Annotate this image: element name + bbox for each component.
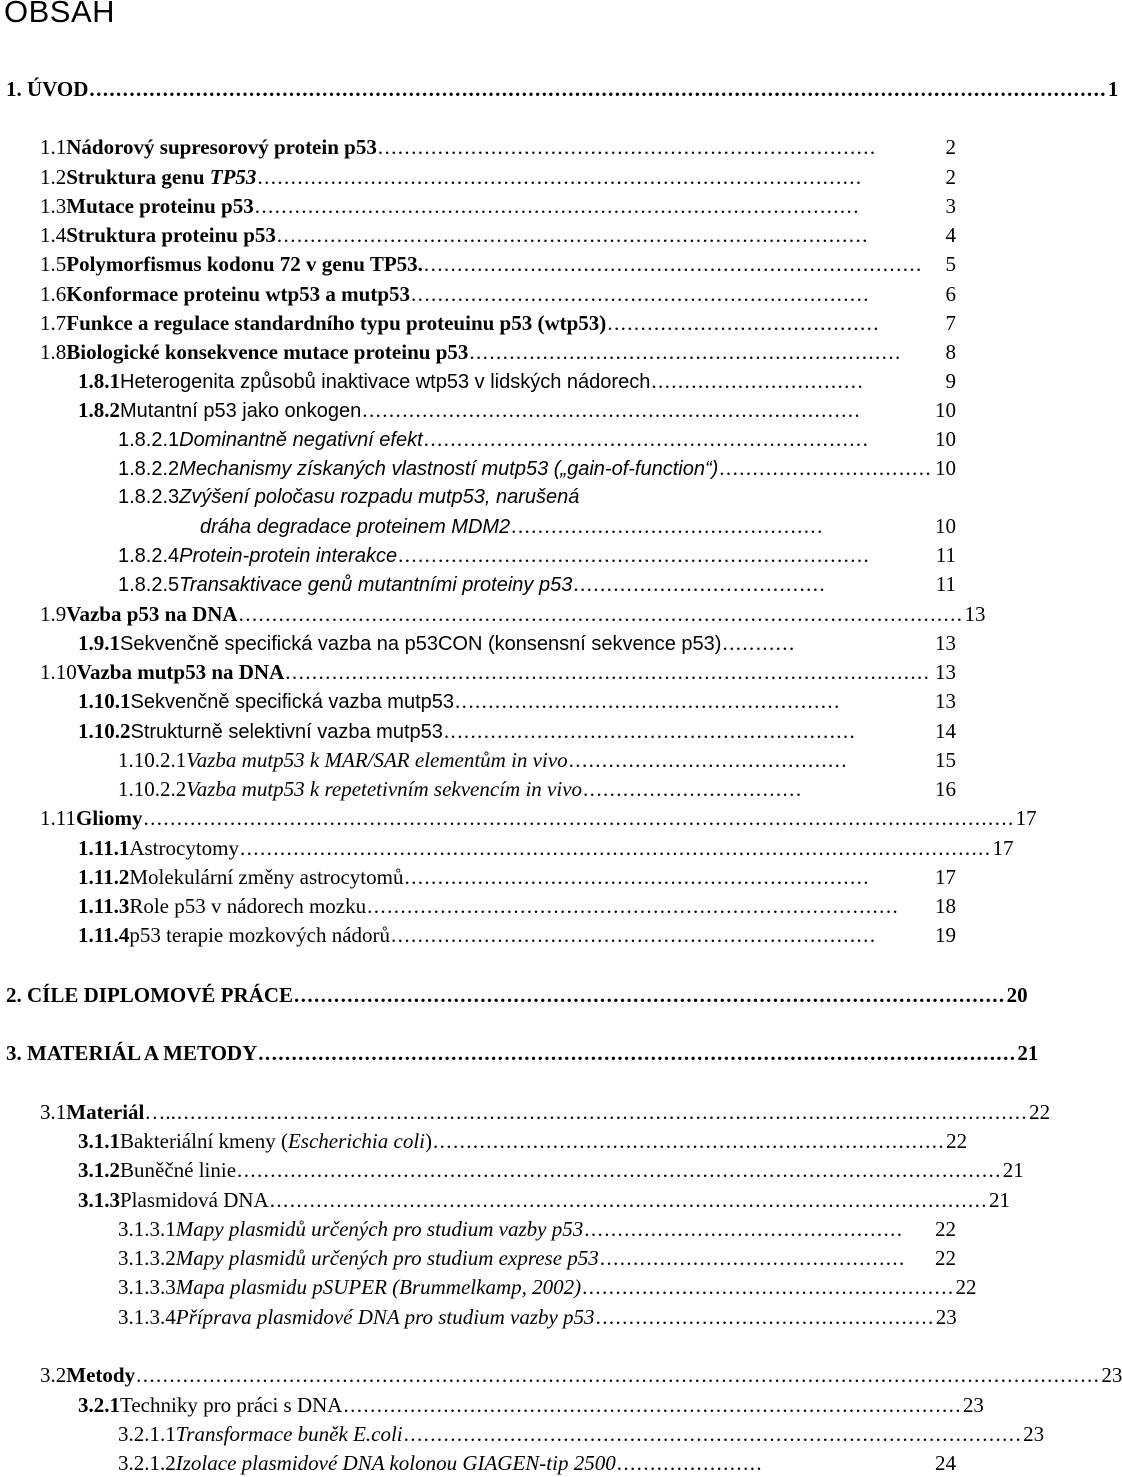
- toc-entry-leader: ...........................................................................................: [254, 194, 860, 218]
- toc-entry-title-end: ): [425, 1129, 432, 1153]
- toc-entry-number: 1.8.2: [78, 398, 120, 422]
- toc-entry-title-text: Materiál: [66, 1100, 145, 1124]
- toc-entry-title: [131, 689, 455, 715]
- toc-entry-leader: ...................................................................................................................: [237, 1158, 1002, 1182]
- toc-entry-number: 1.8.2.4: [118, 545, 180, 567]
- toc-entry[interactable]: [78, 397, 956, 423]
- toc-entry-page: 4: [945, 223, 956, 247]
- toc-entry-title-text: Struktura genu: [66, 165, 210, 189]
- toc-entry-title-text: dráha degradace proteinem MDM2: [200, 516, 511, 538]
- toc-entry-number: 1.10.2: [78, 719, 131, 743]
- toc-entry-leader: .................................................................: [469, 340, 902, 364]
- toc-entry-title: [66, 134, 377, 160]
- toc-entry-title: [129, 893, 366, 919]
- toc-entry-leader: ................................: [651, 369, 865, 393]
- toc-entry-title: [179, 543, 397, 569]
- toc-entry-title: [176, 1450, 616, 1476]
- toc-entry-title: [66, 1099, 176, 1125]
- toc-entry-title: [200, 514, 510, 540]
- toc-entry-number: 1.5: [40, 252, 67, 276]
- toc-entry-title-text: Mutantní p53 jako onkogen: [120, 400, 362, 422]
- toc-entry-title-text: Polymorfismus kodonu 72 v genu TP53.: [66, 252, 423, 276]
- toc-entry-title-text: Metody: [66, 1363, 136, 1387]
- toc-entry-number: 1.11.3: [78, 894, 130, 918]
- toc-entry-page: 21: [988, 1188, 1010, 1212]
- toc-entry-title-text: Vazba mutp53 k MAR/SAR elementům in vivo: [186, 748, 568, 772]
- toc-entry-number: 1.6: [40, 282, 67, 306]
- toc-entry-leader: ............................................................................................................: [269, 1188, 988, 1212]
- toc-entry[interactable]: [118, 1450, 956, 1476]
- toc-entry-page: 2: [945, 135, 956, 159]
- toc-entry[interactable]: [78, 718, 956, 744]
- toc-entry-number: 1.9.1: [78, 631, 120, 655]
- toc-entry-title-text: Strukturně selektivní vazba mutp53: [130, 721, 443, 743]
- toc-entry-leader: ................................: [719, 456, 933, 480]
- toc-entry-number: 1.8.1: [78, 369, 120, 393]
- toc-entry[interactable]: [118, 1216, 956, 1242]
- toc-entry-number: 1. ÚVOD: [6, 77, 89, 101]
- toc-entry-number: 3.2.1: [78, 1393, 120, 1417]
- toc-entry-number: 1.10.2.1: [118, 748, 187, 772]
- toc-entry-title-text: Struktura proteinu p53: [66, 223, 276, 247]
- toc-entry[interactable]: [40, 1099, 1051, 1125]
- toc-entry-leader: .......................................................................: [398, 543, 871, 567]
- toc-entry-number: 1.4: [40, 223, 67, 247]
- toc-entry-title: [120, 631, 721, 657]
- toc-entry-title: [66, 251, 423, 277]
- toc-entry[interactable]: [40, 310, 956, 336]
- toc-entry-number: 1.9: [40, 602, 67, 626]
- toc-entry-title: [120, 1157, 236, 1183]
- toc-entry-title: [120, 1128, 432, 1154]
- toc-entry-title: [77, 659, 285, 685]
- toc-entry-title: [66, 339, 468, 365]
- toc-entry-leader: ...................................................................................................................................: [143, 806, 1015, 830]
- toc-entry-page: 22: [935, 1246, 956, 1270]
- toc-entry-leader: ................................................: [584, 1217, 904, 1241]
- toc-entry-number: 3.1.3.2: [118, 1246, 176, 1270]
- toc-entry-page: 22: [1029, 1100, 1051, 1124]
- toc-entry-title: [66, 281, 410, 307]
- page-heading: OBSAH: [4, 0, 116, 29]
- toc-entry-title-text: Role p53 v nádorech mozku: [129, 894, 367, 918]
- toc-entry-leader: .................................................................................................: [285, 660, 931, 684]
- toc-entry-leader: ......................................: [573, 572, 827, 596]
- toc-entry-leader: ................................................................................: [367, 894, 900, 918]
- toc-entry-title-text: Protein-protein interakce: [179, 545, 398, 567]
- toc-entry[interactable]: [118, 1421, 1045, 1447]
- toc-entry[interactable]: [118, 1304, 956, 1330]
- toc-entry-leader: .........................................: [607, 311, 880, 335]
- toc-entry-page: 20: [1006, 983, 1028, 1007]
- toc-entry-title-text: Molekulární změny astrocytomů: [129, 865, 404, 889]
- toc-entry-number: 3. MATERIÁL A METODY: [6, 1041, 258, 1065]
- toc-entry-page: 23: [1101, 1363, 1122, 1387]
- toc-entry[interactable]: [78, 368, 956, 394]
- toc-entry-title: [176, 1216, 584, 1242]
- toc-entry-leader: .................................: [583, 777, 803, 801]
- toc-entry-title-text: Izolace plasmidové DNA kolonou GIAGEN-tip 2500: [175, 1451, 616, 1475]
- toc-entry-page: 17: [992, 836, 1014, 860]
- toc-entry-page: 24: [935, 1451, 956, 1475]
- toc-entry-page: 13: [964, 602, 986, 626]
- toc-entry-title: [66, 1362, 135, 1388]
- toc-entry[interactable]: [78, 1157, 1024, 1183]
- toc-entry-leader: .....................................................................: [411, 282, 870, 306]
- toc-entry-number: 3.2.1.1: [118, 1422, 176, 1446]
- toc-entry-title: [120, 1392, 342, 1418]
- toc-entry-number: 1.8.2.3: [118, 486, 180, 508]
- toc-entry-title: [76, 805, 143, 831]
- toc-entry[interactable]: [118, 571, 956, 597]
- toc-entry-title-text: Heterogenita způsobů inaktivace wtp53 v lidských nádorech: [120, 371, 651, 393]
- toc-entry-leader: ...........................................................................: [362, 398, 862, 422]
- toc-entry-page: 3: [945, 194, 956, 218]
- toc-entry-title-text: Biologické konsekvence mutace proteinu p53: [66, 340, 469, 364]
- toc-entry-title-text: Mechanismy získaných vlastností mutp53 („gain-of-function“): [179, 458, 719, 480]
- toc-entry-leader: .........................................................................................................................................................: [89, 77, 1107, 101]
- toc-entry-page: 2: [945, 165, 956, 189]
- toc-entry-title-ellipsis: …..: [144, 1100, 176, 1124]
- toc-entry-page: 13: [935, 660, 956, 684]
- toc-entry[interactable]: [118, 484, 579, 510]
- toc-entry-number: 3.1.2: [78, 1158, 120, 1182]
- toc-entry-title-text: Mapy plasmidů určených pro studium exprese p53: [175, 1246, 599, 1270]
- toc-entry[interactable]: [6, 76, 1119, 102]
- toc-entry-title-text: Vazba mutp53 na DNA: [76, 660, 285, 684]
- toc-entry-number: 1.2: [40, 165, 67, 189]
- toc-entry-leader: .............................................................................: [433, 1129, 946, 1153]
- toc-entry-page: 6: [945, 282, 956, 306]
- toc-entry-title-italic: TP53: [209, 165, 257, 189]
- toc-entry-title-text: Buněčné linie: [120, 1158, 237, 1182]
- toc-entry[interactable]: [78, 1187, 1010, 1213]
- toc-entry[interactable]: [200, 513, 956, 539]
- toc-entry[interactable]: [40, 134, 956, 160]
- toc-entry[interactable]: [78, 835, 1014, 861]
- toc-entry[interactable]: [40, 339, 956, 365]
- toc-entry[interactable]: [40, 281, 956, 307]
- toc-entry[interactable]: [118, 776, 956, 802]
- toc-entry[interactable]: [6, 982, 1028, 1008]
- toc-entry-title-text: Techniky pro práci s DNA: [120, 1393, 343, 1417]
- toc-entry-page: 21: [1002, 1158, 1024, 1182]
- toc-entry[interactable]: [78, 893, 956, 919]
- toc-entry-title-text: Bakteriální kmeny (: [120, 1129, 288, 1153]
- toc-entry[interactable]: [40, 659, 956, 685]
- toc-entry-number: 1.11.2: [78, 865, 130, 889]
- toc-entry-title: [129, 864, 403, 890]
- toc-entry-leader: ...........................................................................: [377, 135, 877, 159]
- toc-entry-leader: ......................................................................: [404, 865, 870, 889]
- toc-entry-title: [129, 922, 390, 948]
- toc-entry[interactable]: [118, 426, 956, 452]
- toc-entry-title-text: Vazba p53 na DNA: [66, 602, 238, 626]
- toc-entry-number: 1.10: [40, 660, 77, 684]
- toc-entry-title: [176, 1274, 581, 1300]
- toc-entry-number: 1.11: [40, 806, 76, 830]
- toc-entry-title-text: Sekvenčně specifická vazba mutp53: [130, 691, 455, 713]
- toc-entry-number: 1.7: [40, 311, 67, 335]
- toc-entry-number: 1.8.2.1: [118, 429, 180, 451]
- toc-entry-leader: ...................................................................: [423, 427, 870, 451]
- toc-entry[interactable]: [40, 251, 956, 277]
- toc-entry-number: 1.1: [40, 135, 67, 159]
- toc-entry-title: [186, 747, 567, 773]
- toc-entry-number: 3.1.3.3: [118, 1275, 176, 1299]
- toc-entry-page: 10: [935, 456, 956, 480]
- toc-entry-page: 1: [1107, 77, 1119, 101]
- toc-entry-number: 1.8.2.5: [118, 574, 180, 596]
- toc-entry-leader: ...........: [722, 631, 796, 655]
- toc-entry-title-text: Mapa plasmidu pSUPER (Brummelkamp, 2002): [175, 1275, 582, 1299]
- toc-entry-number: 3.1: [40, 1100, 67, 1124]
- toc-entry-leader: ........................................................: [582, 1275, 955, 1299]
- toc-entry-number: 1.10.1: [78, 689, 131, 713]
- toc-entry-title: [131, 719, 443, 745]
- toc-entry-leader: .............................................................................................: [343, 1393, 962, 1417]
- toc-entry-title: [176, 1304, 595, 1330]
- toc-entry-title: [179, 427, 423, 453]
- toc-entry-page: 23: [935, 1305, 957, 1329]
- toc-entry-page: 13: [935, 689, 956, 713]
- toc-entry-title: [176, 1245, 599, 1271]
- toc-entry-title-text: Dominantně negativní efekt: [179, 429, 423, 451]
- toc-entry-page: 7: [945, 311, 956, 335]
- toc-entry-page: 14: [935, 719, 956, 743]
- toc-entry-page: 17: [935, 865, 956, 889]
- toc-entry-leader: ...................................................: [595, 1305, 935, 1329]
- toc-entry-number: 3.1.3.4: [118, 1305, 176, 1329]
- toc-entry-title: [179, 572, 572, 598]
- toc-entry-title: [66, 310, 606, 336]
- toc-entry[interactable]: [78, 922, 956, 948]
- toc-entry[interactable]: [118, 1274, 977, 1300]
- toc-entry-title-text: Vazba mutp53 k repetetivním sekvencím in vivo: [186, 777, 583, 801]
- toc-entry-title: [186, 776, 582, 802]
- toc-entry[interactable]: [40, 1362, 1122, 1388]
- toc-entry[interactable]: [40, 601, 986, 627]
- toc-entry-title: [179, 456, 718, 482]
- toc-entry-leader: ...........................................................................................................: [294, 983, 1006, 1007]
- toc-entry-leader: ..............................................: [599, 1246, 906, 1270]
- toc-entry-leader: .................................................................................................................: [240, 836, 992, 860]
- toc-entry[interactable]: [40, 805, 1037, 831]
- toc-entry-title: [66, 193, 253, 219]
- toc-entry-leader: ..................................................................................................................: [258, 1041, 1017, 1065]
- toc-entry-page: 17: [1015, 806, 1037, 830]
- toc-entry-title-text: Plasmidová DNA: [120, 1188, 269, 1212]
- toc-entry-page: 10: [935, 427, 956, 451]
- toc-entry-title-text: Nádorový supresorový protein p53: [66, 135, 377, 159]
- toc-entry-page: 22: [955, 1275, 977, 1299]
- toc-entry-page: 8: [945, 340, 956, 364]
- toc-entry-page: 22: [935, 1217, 956, 1241]
- toc-entry-number: 3.1.3: [78, 1188, 120, 1212]
- toc-entry-number: 1.3: [40, 194, 67, 218]
- toc-entry-title-text: Mutace proteinu p53: [66, 194, 254, 218]
- toc-entry-page: 9: [945, 369, 956, 393]
- toc-entry-leader: .........................................................................: [391, 923, 877, 947]
- toc-entry-title: [66, 222, 276, 248]
- toc-entry-title: [176, 1421, 403, 1447]
- toc-entry-number: 1.11.1: [78, 836, 130, 860]
- toc-entry-leader: ...........................................................................: [423, 252, 923, 276]
- toc-entry-leader: .........................................................................................: [276, 223, 869, 247]
- toc-entry-leader: ...........................................................................................: [257, 165, 863, 189]
- toc-entry-title-text: p53 terapie mozkových nádorů: [129, 923, 391, 947]
- toc-entry-page: 11: [935, 543, 956, 567]
- toc-entry-title-text: Transformace buněk E.coli: [175, 1422, 403, 1446]
- toc-entry[interactable]: [78, 1128, 968, 1154]
- toc-entry-title: [66, 164, 256, 190]
- toc-entry-page: 16: [935, 777, 956, 801]
- toc-entry-leader: ..........................................................: [455, 689, 841, 713]
- toc-entry-title-text: Zvýšení poločasu rozpadu mutp53, narušená: [179, 486, 580, 508]
- toc-entry-page: 11: [935, 572, 956, 596]
- toc-entry-title-text: Mapy plasmidů určených pro studium vazby p53: [175, 1217, 584, 1241]
- toc-entry[interactable]: [6, 1040, 1039, 1066]
- toc-entry[interactable]: [118, 1245, 956, 1271]
- toc-entry-number: 3.2: [40, 1363, 67, 1387]
- toc-entry-title: [120, 1187, 269, 1213]
- toc-entry-page: 23: [1023, 1422, 1045, 1446]
- toc-entry-leader: ..............................................................: [443, 719, 857, 743]
- toc-entry[interactable]: [78, 688, 956, 714]
- toc-entry-title-text: Funkce a regulace standardního typu proteuinu p53 (wtp53): [66, 311, 607, 335]
- toc-entry-number: 1.11.4: [78, 923, 130, 947]
- toc-entry-page: 22: [946, 1129, 968, 1153]
- toc-entry-page: 21: [1017, 1041, 1039, 1065]
- toc-entry[interactable]: [118, 747, 956, 773]
- toc-entry-number: 3.1.1: [78, 1129, 120, 1153]
- toc-entry[interactable]: [78, 1392, 984, 1418]
- toc-entry-number: 3.2.1.2: [118, 1451, 176, 1475]
- toc-entry-title: [66, 601, 237, 627]
- toc-entry-title: [120, 398, 361, 424]
- toc-entry-number: 2. CÍLE DIPLOMOVÉ PRÁCE: [6, 983, 294, 1007]
- toc-entry-page: 23: [962, 1393, 984, 1417]
- toc-entry-title: [129, 835, 239, 861]
- toc-entry-leader: ...............................................: [511, 514, 824, 538]
- toc-entry[interactable]: [78, 630, 956, 656]
- toc-entry-number: 1.8.2.2: [118, 458, 180, 480]
- toc-entry[interactable]: [78, 864, 956, 890]
- toc-entry-page: 13: [935, 631, 956, 655]
- toc-entry-page: 10: [935, 514, 956, 538]
- toc-entry[interactable]: [118, 455, 956, 481]
- toc-entry-page: 18: [935, 894, 956, 918]
- toc-entry-leader: ......................: [616, 1451, 764, 1475]
- toc-entry[interactable]: [118, 542, 956, 568]
- toc-entry-title-text: Astrocytomy: [129, 836, 239, 860]
- toc-entry-title-text: Sekvenčně specifická vazba na p53CON (konsensní sekvence p53): [120, 633, 722, 655]
- toc-entry-page: 5: [945, 252, 956, 276]
- toc-entry-number: 1.8: [40, 340, 67, 364]
- toc-entry-title-italic: Escherichia coli: [287, 1129, 425, 1153]
- toc-entry-title: [179, 484, 579, 510]
- toc-entry-leader: .................................................................................................................................................: [136, 1363, 1101, 1387]
- toc-entry-leader: ................................................................................................................................: [176, 1100, 1029, 1124]
- toc-entry-leader: ..........................................: [568, 748, 848, 772]
- toc-entry-page: 10: [935, 398, 956, 422]
- toc-entry-leader: .............................................................................................: [403, 1422, 1023, 1446]
- toc-entry[interactable]: [40, 222, 956, 248]
- toc-entry-title-text: Gliomy: [75, 806, 143, 830]
- toc-entry-page: 19: [935, 923, 956, 947]
- toc-entry-title-text: Příprava plasmidové DNA pro studium vazby p53: [175, 1305, 595, 1329]
- toc-entry-title-text: Konformace proteinu wtp53 a mutp53: [66, 282, 411, 306]
- toc-entry-number: 1.10.2.2: [118, 777, 187, 801]
- toc-entry[interactable]: [40, 164, 956, 190]
- toc-entry[interactable]: [40, 193, 956, 219]
- toc-entry-title: [120, 369, 650, 395]
- toc-entry-number: 3.1.3.1: [118, 1217, 176, 1241]
- toc-entry-page: 15: [935, 748, 956, 772]
- toc-entry-title-text: Transaktivace genů mutantními proteiny p53: [179, 574, 573, 596]
- toc-entry-leader: .............................................................................................................: [238, 602, 964, 626]
